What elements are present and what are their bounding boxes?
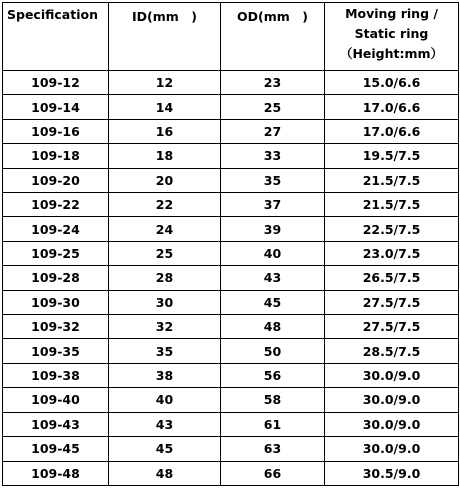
cell-specification: 109-30 [3, 290, 109, 314]
cell-height: 22.5/7.5 [325, 217, 459, 241]
table-row [3, 290, 459, 314]
cell-specification: 109-40 [3, 388, 109, 412]
cell-height: 30.5/9.0 [325, 461, 459, 486]
cell-height: 26.5/7.5 [325, 266, 459, 290]
cell-od: 50 [221, 339, 325, 363]
cell-height: 28.5/7.5 [325, 339, 459, 363]
cell-specification: 109-22 [3, 193, 109, 217]
cell-od: 35 [221, 168, 325, 192]
cell-specification: 109-16 [3, 119, 109, 143]
cell-od: 61 [221, 412, 325, 436]
header-id: ID(mm ) [109, 3, 221, 71]
cell-specification: 109-18 [3, 144, 109, 168]
cell-id: 14 [109, 95, 221, 119]
table-row [3, 144, 459, 168]
cell-id: 48 [109, 461, 221, 486]
header-moving-ring-line2: Static ring [354, 26, 429, 41]
cell-id: 12 [109, 71, 221, 95]
cell-id: 43 [109, 412, 221, 436]
cell-id: 32 [109, 315, 221, 339]
cell-height: 15.0/6.6 [325, 71, 459, 95]
cell-od: 48 [221, 315, 325, 339]
cell-od: 56 [221, 363, 325, 387]
table-row [3, 461, 459, 486]
table-row [3, 388, 459, 412]
cell-height: 30.0/9.0 [325, 437, 459, 461]
table-row [3, 193, 459, 217]
cell-specification: 109-25 [3, 241, 109, 265]
table-header-row [3, 3, 459, 71]
table-row [3, 168, 459, 192]
header-moving-static-ring [325, 3, 459, 71]
cell-height: 17.0/6.6 [325, 95, 459, 119]
cell-specification: 109-48 [3, 461, 109, 486]
spec-table [2, 2, 459, 486]
cell-specification: 109-20 [3, 168, 109, 192]
cell-od: 25 [221, 95, 325, 119]
cell-id: 30 [109, 290, 221, 314]
cell-id: 18 [109, 144, 221, 168]
table-row [3, 119, 459, 143]
table-row [3, 412, 459, 436]
cell-height: 30.0/9.0 [325, 363, 459, 387]
cell-specification: 109-28 [3, 266, 109, 290]
table-body [3, 71, 459, 486]
cell-od: 63 [221, 437, 325, 461]
cell-id: 24 [109, 217, 221, 241]
cell-id: 45 [109, 437, 221, 461]
cell-od: 39 [221, 217, 325, 241]
cell-id: 28 [109, 266, 221, 290]
header-od: OD(mm ) [221, 3, 325, 71]
cell-height: 21.5/7.5 [325, 168, 459, 192]
cell-specification: 109-38 [3, 363, 109, 387]
cell-height: 27.5/7.5 [325, 315, 459, 339]
cell-od: 66 [221, 461, 325, 486]
cell-specification: 109-45 [3, 437, 109, 461]
cell-od: 23 [221, 71, 325, 95]
cell-height: 27.5/7.5 [325, 290, 459, 314]
cell-id: 20 [109, 168, 221, 192]
cell-specification: 109-43 [3, 412, 109, 436]
cell-specification: 109-24 [3, 217, 109, 241]
cell-od: 58 [221, 388, 325, 412]
table-row [3, 71, 459, 95]
table-row [3, 363, 459, 387]
cell-specification: 109-32 [3, 315, 109, 339]
cell-height: 30.0/9.0 [325, 412, 459, 436]
cell-od: 40 [221, 241, 325, 265]
table-row [3, 95, 459, 119]
cell-height: 17.0/6.6 [325, 119, 459, 143]
cell-specification: 109-12 [3, 71, 109, 95]
cell-od: 33 [221, 144, 325, 168]
cell-id: 16 [109, 119, 221, 143]
cell-height: 30.0/9.0 [325, 388, 459, 412]
cell-id: 25 [109, 241, 221, 265]
header-moving-ring-line1: Moving ring / [345, 6, 438, 21]
cell-id: 40 [109, 388, 221, 412]
cell-height: 19.5/7.5 [325, 144, 459, 168]
table-row [3, 437, 459, 461]
cell-specification: 109-14 [3, 95, 109, 119]
cell-od: 27 [221, 119, 325, 143]
cell-specification: 109-35 [3, 339, 109, 363]
header-specification: Specification [3, 3, 109, 71]
cell-height: 23.0/7.5 [325, 241, 459, 265]
cell-id: 38 [109, 363, 221, 387]
table-row [3, 315, 459, 339]
table-row [3, 339, 459, 363]
table-row [3, 217, 459, 241]
cell-od: 43 [221, 266, 325, 290]
cell-od: 37 [221, 193, 325, 217]
header-moving-ring-line3: （Height:mm） [339, 46, 444, 61]
cell-id: 35 [109, 339, 221, 363]
table-row [3, 241, 459, 265]
cell-id: 22 [109, 193, 221, 217]
cell-od: 45 [221, 290, 325, 314]
table-row [3, 266, 459, 290]
cell-height: 21.5/7.5 [325, 193, 459, 217]
